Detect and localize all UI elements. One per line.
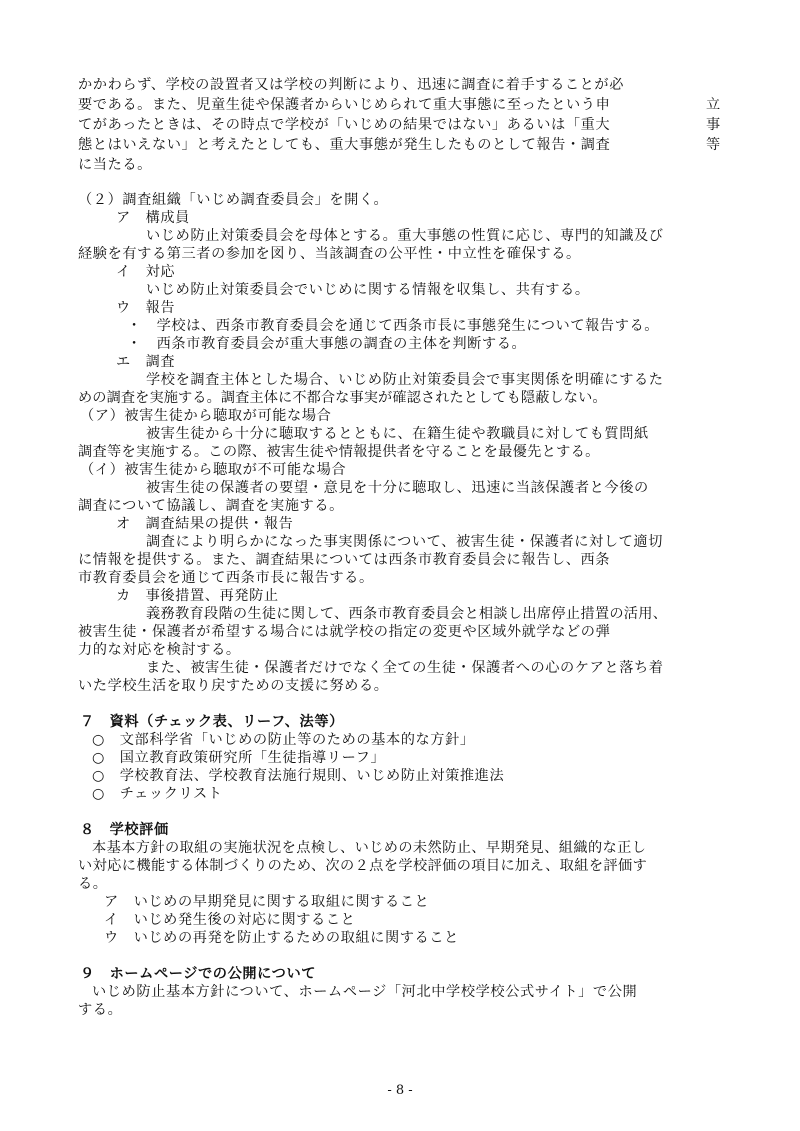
section2-o-line-3: 市教育委員会を通じて西条市長に報告する。 bbox=[78, 570, 374, 586]
section9-para-line-1: いじめ防止基本方針について、ホームページ「河北中学校学校公式サイト」で公開 bbox=[92, 984, 638, 1000]
section2-o-line-1: 調査により明らかになった事実関係について、被害生徒・保護者に対して適切 bbox=[146, 534, 663, 550]
section2-e-i-heading: （イ）被害生徒から聴取が不可能な場合 bbox=[80, 462, 347, 478]
section2-u-bullet-1: ・ 学校は、西条市教育委員会を通じて西条市長に事態発生について報告する。 bbox=[127, 318, 660, 334]
section9-heading: ９ ホームページでの公開について bbox=[80, 966, 317, 982]
intro-line-2: 要である。また、児童生徒や保護者からいじめられて重大事態に至ったという申 bbox=[78, 97, 611, 113]
intro-line-4-end: 等 bbox=[706, 137, 721, 153]
intro-line-1: かかわらず、学校の設置者又は学校の判断により、迅速に調査に着手することが必 bbox=[78, 77, 625, 93]
section2-e-a-line-2: 調査等を実施する。この際、被害生徒や情報提供者を守ることを最優先とする。 bbox=[78, 444, 600, 460]
section2-i-line-1: いじめ防止対策委員会でいじめに関する情報を収集し、共有する。 bbox=[146, 282, 590, 298]
section2-e-heading: エ 調査 bbox=[116, 354, 176, 370]
section7-item: ○ 学校教育法、学校教育法施行規則、いじめ防止対策推進法 bbox=[92, 768, 505, 784]
section2-e-i-line-1: 被害生徒の保護者の要望・意見を十分に聴取し、迅速に当該保護者と今後の bbox=[146, 480, 649, 496]
intro-line-5: に当たる。 bbox=[78, 157, 152, 173]
section2-o-line-2: に情報を提供する。また、調査結果については西条市教育委員会に報告し、西条 bbox=[78, 552, 611, 568]
section8-para-line-3: る。 bbox=[78, 876, 108, 892]
section8-heading: ８ 学校評価 bbox=[80, 822, 169, 838]
section2-e-line-2: めの調査を実施する。調査主体に不都合な事実が確認されたとしても隠蔽しない。 bbox=[78, 390, 607, 406]
section2-e-a-heading: （ア）被害生徒から聴取が可能な場合 bbox=[80, 408, 332, 424]
section8-item: ア いじめの早期発見に関する取組に関すること bbox=[104, 894, 430, 910]
section2-ka-line-4: また、被害生徒・保護者だけでなく全ての生徒・保護者への心のケアと落ち着 bbox=[146, 660, 664, 676]
section2-ka-line-3: 力的な対応を検討する。 bbox=[78, 642, 241, 658]
intro-line-3-end: 事 bbox=[706, 117, 721, 133]
intro-line-2-end: 立 bbox=[706, 97, 721, 113]
section7-item: ○ チェックリスト bbox=[92, 786, 223, 802]
section2-ka-line-1: 義務教育段階の生徒に関して、西条市教育委員会と相談し出席停止措置の活用、 bbox=[146, 606, 668, 622]
section8-para-line-2: い対応に機能する体制づくりのため、次の２点を学校評価の項目に加え、取組を評価す bbox=[78, 858, 648, 874]
section2-e-line-1: 学校を調査主体とした場合、いじめ防止対策委員会で事実関係を明確にするた bbox=[146, 372, 664, 388]
intro-line-4: 態とはいえない」と考えたとしても、重大事態が発生したものとして報告・調査 bbox=[78, 137, 611, 153]
section2-ka-line-2: 被害生徒・保護者が希望する場合には就学校の指定の変更や区域外就学などの弾 bbox=[78, 624, 611, 640]
section2-a-line-1: いじめ防止対策委員会を母体とする。重大事態の性質に応じ、専門的知識及び bbox=[146, 228, 664, 244]
section2-ka-line-5: いた学校生活を取り戻すための支援に努める。 bbox=[78, 678, 389, 694]
intro-line-3: てがあったときは、その時点で学校が「いじめの結果ではない」あるいは「重大 bbox=[78, 117, 611, 133]
section7-item: ○ 国立教育政策研究所「生徒指導リーフ」 bbox=[92, 750, 386, 766]
section7-heading: ７ 資料（チェック表、リーフ、法等） bbox=[80, 714, 344, 730]
section2-ka-heading: カ 事後措置、再発防止 bbox=[116, 588, 279, 604]
section2-e-i-line-2: 調査について協議し、調査を実施する。 bbox=[78, 498, 344, 514]
section2-heading: （２）調査組織「いじめ調査委員会」を開く。 bbox=[78, 192, 389, 208]
section7-item: ○ 文部科学省「いじめの防止等のための基本的な方針」 bbox=[92, 732, 475, 748]
section8-item: ウ いじめの再発を防止するための取組に関すること bbox=[104, 930, 459, 946]
section2-e-a-line-1: 被害生徒から十分に聴取するとともに、在籍生徒や教職員に対しても質問紙 bbox=[146, 426, 649, 442]
section8-para-line-1: 本基本方針の取組の実施状況を点検し、いじめの未然防止、早期発見、組織的な正し bbox=[92, 840, 647, 856]
section9-para-line-2: する。 bbox=[78, 1002, 123, 1018]
section2-a-line-2: 経験を有する第三者の参加を図り、当該調査の公平性・中立性を確保する。 bbox=[78, 246, 581, 262]
section2-u-bullet-2: ・ 西条市教育委員会が重大事態の調査の主体を判断する。 bbox=[127, 336, 527, 352]
section8-item: イ いじめ発生後の対応に関すること bbox=[104, 912, 356, 928]
page-number: - 8 - bbox=[387, 1083, 413, 1098]
section2-o-heading: オ 調査結果の提供・報告 bbox=[116, 516, 294, 532]
section2-u-heading: ウ 報告 bbox=[116, 300, 176, 316]
section2-a-heading: ア 構成員 bbox=[116, 210, 190, 226]
section2-i-heading: イ 対応 bbox=[116, 264, 176, 280]
